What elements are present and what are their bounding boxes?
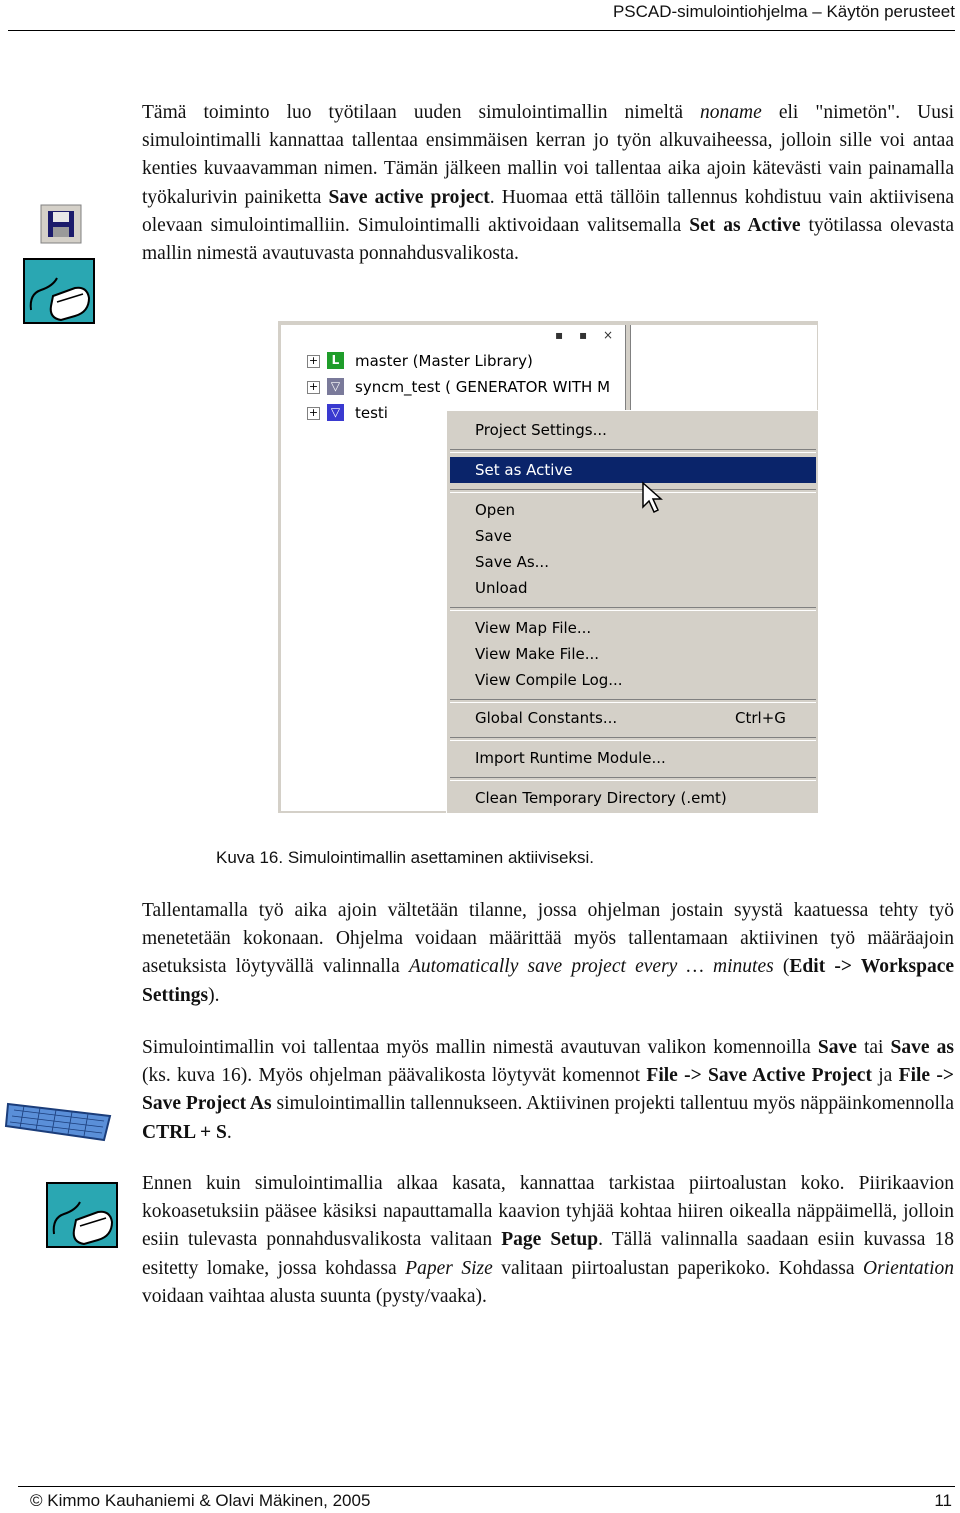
- text-span: . Huomaa että tällöin tallennus kohdistuu vain aktiivisena olevaan simulointimalliin. Simulointimalli aktivoidaan valitsemalla: [142, 186, 955, 236]
- save-active-project-command: File -> Save Active Project: [646, 1065, 872, 1087]
- text-span: Tallentamalla työ aika ajoin vältetään tilanne, jossa ohjelman jostain syystä kaatuessa tehty työ menetetään kokonaan. Ohjelma voidaan määrittää myös tallentamaan aktiivinen työ määräajoin asetuksista löytyvällä valinnalla: [142, 900, 954, 978]
- shortcut-label: Ctrl+G: [735, 709, 786, 727]
- tree-item-label: testi: [355, 404, 388, 422]
- menu-separator: [450, 777, 816, 781]
- tree-panel-controls[interactable]: ▪ ▪ ×: [555, 328, 619, 342]
- page-setup-term: Page Setup: [501, 1229, 599, 1251]
- paragraph-3: [142, 1034, 954, 1147]
- mouse-icon-2: [46, 1182, 118, 1248]
- project-icon: ▽: [327, 404, 344, 421]
- menu-item-open[interactable]: Open: [475, 501, 516, 519]
- menu-item-save[interactable]: Save: [475, 527, 512, 545]
- text-span: . Tällä valinnalla saadaan esiin kuvassa 18 esitetty lomake, jossa kohdassa: [142, 1229, 955, 1279]
- footer-rule: [18, 1486, 955, 1487]
- text-span: työtilassa olevasta mallin nimestä avautuvasta ponnahdusvalikosta.: [142, 214, 954, 265]
- menu-separator: [450, 607, 816, 611]
- text-span: Ennen kuin simulointimallia alkaa kasata, kannattaa tarkistaa piirtoalustan koko. Piirikaavion kokoasetuksiin pääsee käsiksi napauttamalla kaavion tyhjää kohtaa hiiren oikealla näppäimellä, jolloin esiin tulevasta ponnahdusvalikosta valitaan: [142, 1173, 954, 1251]
- tree-item-label: master (Master Library): [355, 352, 533, 370]
- text-span: ).: [208, 984, 220, 1006]
- autosave-option-term: Automatically save project every … minutes: [408, 956, 774, 978]
- text-span: (ks. kuva 16). Myös ohjelman päävalikosta löytyvät komennot: [142, 1065, 647, 1087]
- text-span: .: [226, 1121, 232, 1143]
- header-rule: [8, 30, 955, 31]
- text-span: Simulointimallin voi tallentaa myös mallin nimestä avautuvan valikon komennoilla: [142, 1037, 818, 1058]
- menu-item-unload[interactable]: Unload: [475, 579, 528, 597]
- workspace-settings-term: Edit -> Workspace Settings: [142, 956, 955, 1006]
- paragraph-2: [142, 897, 954, 1010]
- tree-item-label: syncm_test ( GENERATOR WITH M: [355, 378, 611, 396]
- set-as-active-term: Set as Active: [689, 214, 801, 236]
- text-span: (: [773, 956, 790, 978]
- text-span: ja: [871, 1065, 899, 1087]
- figure-caption: Kuva 16. Simulointimallin asettaminen aktiiviseksi.: [216, 848, 594, 867]
- menu-separator: [450, 699, 816, 703]
- save-project-as-command: File -> Save Project As: [142, 1065, 954, 1115]
- context-menu: [446, 410, 818, 813]
- text-span: eli "nimetön". Uusi simulointimalli kannattaa tallentaa ensimmäisen kerran jo työn alkuvaiheessa, jolloin sille voi antaa kenties kuvaavamman nimen. Tämän jälkeen mallin voi tallentaa aika ajoin kätevästi vain painamalla työkalurivin painiketta: [142, 102, 954, 208]
- project-icon: ▽: [327, 378, 344, 395]
- menu-item-clean-temporary-directory[interactable]: Clean Temporary Directory (.emt): [475, 789, 727, 807]
- menu-separator: [450, 449, 816, 453]
- expand-icon[interactable]: +: [308, 406, 319, 419]
- menu-item-import-runtime-module[interactable]: Import Runtime Module...: [475, 749, 666, 767]
- menu-separator: [450, 489, 816, 493]
- menu-item-view-compile-log[interactable]: View Compile Log...: [475, 671, 623, 689]
- save-disk-icon: [40, 204, 82, 244]
- text-span: tai: [856, 1037, 891, 1058]
- menu-separator: [450, 737, 816, 741]
- orientation-term: Orientation: [863, 1257, 954, 1279]
- save-as-term: Save as: [890, 1037, 954, 1058]
- expand-icon[interactable]: +: [308, 380, 319, 393]
- menu-item-save-as[interactable]: Save As...: [475, 553, 549, 571]
- text-span: simulointimallin tallennukseen. Aktiivinen projekti tallentuu myös näppäinkomennolla: [271, 1093, 955, 1115]
- keyboard-icon: [4, 1098, 114, 1144]
- page-header: PSCAD-simulointiohjelma – Käytön perusteet: [612, 2, 955, 21]
- mouse-icon: [23, 258, 95, 324]
- noname-term: noname: [700, 102, 762, 123]
- text-span: valitaan piirtoalustan paperikoko. Kohdassa: [492, 1257, 863, 1279]
- menu-item-label: Global Constants...: [475, 709, 618, 727]
- save-active-project-term: Save active project: [328, 186, 490, 208]
- menu-item-view-map-file[interactable]: View Map File...: [475, 619, 592, 637]
- paragraph-1: [142, 99, 954, 268]
- paper-size-term: Paper Size: [405, 1257, 493, 1279]
- menu-item-set-as-active[interactable]: Set as Active: [450, 457, 816, 483]
- page-number: 11: [934, 1491, 952, 1510]
- menu-item-view-make-file[interactable]: View Make File...: [475, 645, 600, 663]
- save-term: Save: [817, 1037, 857, 1058]
- footer-copyright: © Kimmo Kauhaniemi & Olavi Mäkinen, 2005: [30, 1491, 371, 1510]
- mouse-pointer-icon: [641, 481, 663, 515]
- text-span: Tämä toiminto luo työtilaan uuden simulointimallin nimeltä: [142, 102, 701, 123]
- menu-item-project-settings[interactable]: Project Settings...: [475, 421, 607, 439]
- expand-icon[interactable]: +: [308, 354, 319, 367]
- screenshot-figure: [278, 321, 818, 813]
- text-span: voidaan vaihtaa alusta suunta (pysty/vaaka).: [142, 1285, 487, 1307]
- paragraph-4: [142, 1170, 954, 1311]
- menu-item-global-constants[interactable]: [475, 705, 786, 731]
- ctrl-s-shortcut: CTRL + S: [142, 1121, 227, 1143]
- library-icon: L: [327, 352, 344, 369]
